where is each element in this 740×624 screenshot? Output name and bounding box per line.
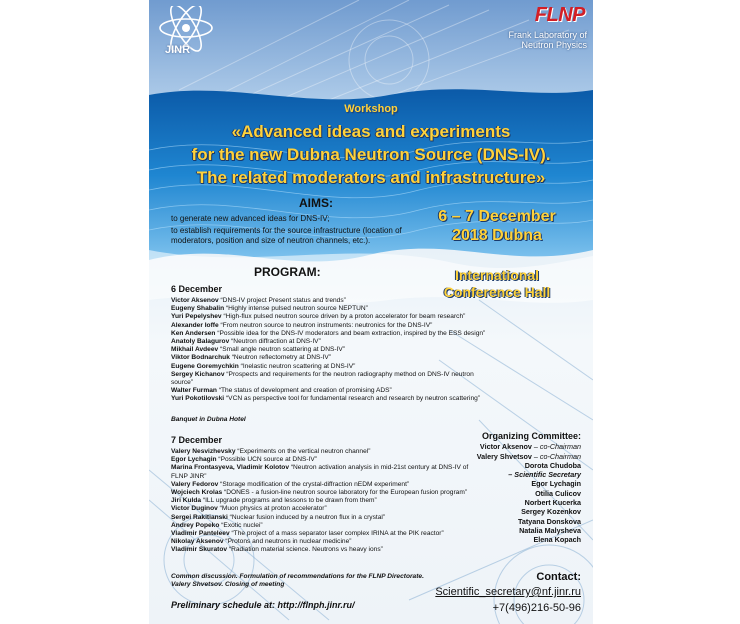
- schedule-link[interactable]: Preliminary schedule at: http://flnph.jinr.ru/: [171, 600, 355, 610]
- committee-member: Victor Aksenov – co-Chairman: [479, 442, 581, 452]
- venue-line-1: International: [454, 267, 539, 283]
- day2-label: 7 December: [171, 435, 223, 445]
- day2-note-line-2: Valery Shvetsov. Closing of meeting: [171, 581, 285, 588]
- talk-item: Vladimir Panteleev “The project of a mass separator laser complex IRINA at the PIK reactor”: [171, 530, 444, 538]
- date-line-1: 6 – 7 December: [438, 208, 556, 225]
- committee-member: Elena Kopach: [533, 535, 581, 545]
- committee-member: Sergey Kozenkov: [521, 507, 581, 517]
- title-line-3: The related moderators and infrastructure»: [196, 168, 546, 187]
- committee-member-role: – Scientific Secretary: [508, 470, 581, 480]
- date-line-2: 2018 Dubna: [452, 227, 542, 244]
- committee-heading: Organizing Committee:: [481, 431, 581, 441]
- event-date: [417, 207, 577, 245]
- aims-heading: AIMS:: [299, 196, 333, 210]
- talk-item: Sergei Rakitianski “Nuclear fusion induced by a neutron flux in a crystal”: [171, 513, 386, 521]
- talk-item: Anatoly Balagurov “Neutron diffraction at DNS-IV”: [171, 338, 321, 346]
- day2-note: [171, 573, 424, 589]
- day1-talks: [171, 297, 491, 404]
- committee-member: Dorota Chudoba: [524, 460, 581, 470]
- talk-item: Yuri Pokotilovski “VCN as perspective tool for fundamental research and research by neutron scattering”: [171, 395, 480, 403]
- talk-item: Mikhail Avdeev “Small angle neutron scattering at DNS-IV”: [171, 346, 345, 354]
- talk-item: Wojciech Krolas “DONES - a fusion-line neutron source laboratory for the European fusion program”: [171, 489, 468, 497]
- talk-item: Egor Lychagin “Possible UCN source at DNS-IV”: [171, 456, 317, 464]
- contact-heading: Contact:: [536, 571, 581, 583]
- talk-item: Walter Furman “The status of development and creation of promising ADS”: [171, 387, 392, 395]
- talk-item: Jiri Kulda “ILL upgrade programs and lessons to be drawn from them”: [171, 497, 377, 505]
- day2-talks: [171, 448, 471, 555]
- talk-item: Valery Nesvizhevsky “Experiments on the vertical neutron channel”: [171, 448, 371, 455]
- talk-item: Eugene Goremychkin “Inelastic neutron scattering at DNS-IV”: [171, 362, 356, 370]
- aims-item: to establish requirements for the source infrastructure (location of moderators, position and size of neutron channels, etc.).: [171, 226, 402, 245]
- workshop-poster: [149, 0, 593, 624]
- committee-member: Natalia Malysheva: [519, 525, 581, 535]
- talk-item: Victor Duginov “Muon physics at proton accelerator”: [171, 505, 327, 513]
- talk-item: Sergey Kichanov “Prospects and requirements for the neutron radiography method on DNS-IV neutron source”: [171, 370, 474, 387]
- flnp-subtitle: Frank Laboratory of Neutron Physics: [508, 30, 587, 50]
- talk-item: Vladimir Skuratov “Radiation material science. Neutrons vs heavy ions”: [171, 546, 383, 554]
- committee-member: Tatyana Donskova: [518, 516, 581, 526]
- talk-item: Alexander Ioffe “From neutron source to neutron instruments: neutronics for the DNS-IV”: [171, 321, 433, 329]
- committee-member: Valery Shvetsov – co-Chairman: [476, 451, 581, 461]
- committee-member: Otilia Culicov: [535, 488, 581, 498]
- talk-item: Valery Fedorov “Storage modification of the crystal-diffraction nEDM experiment”: [171, 480, 410, 488]
- workshop-label: Workshop: [344, 103, 398, 115]
- day2-note-line-1: Common discussion. Formulation of recommendations for the FLNP Directorate.: [171, 573, 424, 580]
- aims-item: to generate new advanced ideas for DNS-IV;: [171, 214, 330, 223]
- talk-item: Ken Andersen “Possible idea for the DNS-IV moderators and beam extraction, inspired by the ESS design”: [171, 329, 486, 337]
- flnp-logo: FLNP: [534, 4, 585, 26]
- program-heading: PROGRAM:: [254, 265, 321, 279]
- talk-item: Eugeny Shabalin “Highly intense pulsed neutron source NEPTUN”: [171, 305, 368, 313]
- venue-line-2: Conference Hall: [443, 284, 551, 300]
- organizing-committee: [449, 432, 581, 545]
- committee-member: Norbert Kucerka: [524, 498, 581, 508]
- title-line-2: for the new Dubna Neutron Source (DNS-IV).: [191, 145, 551, 164]
- talk-item: Marina Frontasyeva, Vladimir Kolotov “Neutron activation analysis in mid-21st century at DNS-IV of FLNP JINR”: [171, 464, 469, 480]
- day1-label: 6 December: [171, 284, 223, 294]
- contact-phone: +7(496)216-50-96: [492, 602, 581, 614]
- talk-item: Nikolay Aksenov “Protons and neutrons in nuclear medicine”: [171, 538, 352, 546]
- jinr-label: JINR: [165, 44, 191, 56]
- talk-item: Victor Aksenov “DNS-IV project Present status and trends”: [171, 297, 346, 304]
- talk-item: Yuri Pepelyshev “High-flux pulsed neutron source driven by a proton accelerator for beam research”: [171, 313, 466, 321]
- contact-email-link[interactable]: Scientific_secretary@nf.jinr.ru: [435, 586, 581, 598]
- talk-item: Andrey Popeko “Exotic nuclei”: [171, 521, 263, 529]
- talk-item: Viktor Bodnarchuk “Neutron reflectometry at DNS-IV”: [171, 354, 332, 362]
- day1-note: Banquet in Dubna Hotel: [171, 416, 246, 423]
- title-line-1: «Advanced ideas and experiments: [231, 122, 511, 141]
- event-venue: [417, 267, 577, 301]
- aims-list: [171, 214, 411, 248]
- workshop-title: [149, 120, 593, 189]
- committee-member: Egor Lychagin: [531, 479, 581, 489]
